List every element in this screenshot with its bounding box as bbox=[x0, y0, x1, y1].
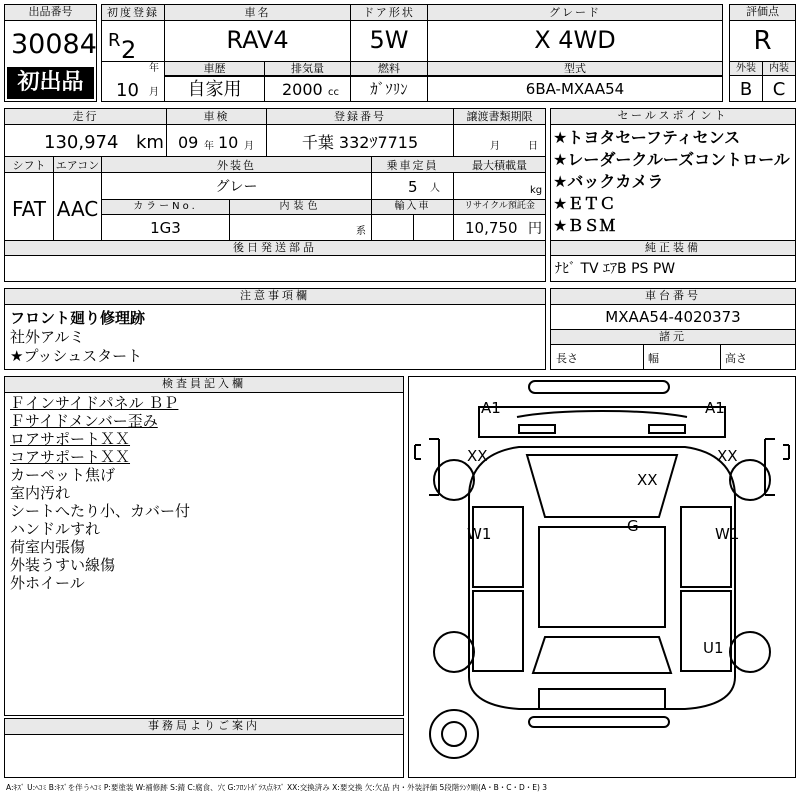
mark-a1-right: A1 bbox=[705, 399, 725, 417]
bracket-right bbox=[783, 445, 789, 459]
mark-g: G bbox=[627, 517, 639, 535]
score-label: 評価点 bbox=[730, 5, 795, 21]
interior-label: 内装 bbox=[763, 62, 795, 76]
color-no: 1G3 bbox=[150, 219, 181, 237]
plate-label: 登録番号 bbox=[334, 110, 386, 123]
inspector-line: 外ホイール bbox=[10, 574, 85, 592]
int-color-label: 内装色 bbox=[230, 200, 371, 214]
sales-point-item: ★ＥＴＣ bbox=[553, 194, 616, 213]
import-label: 輸入車 bbox=[372, 200, 453, 214]
recycle-unit: 円 bbox=[528, 221, 542, 237]
inspector-line: 外装うすい線傷 bbox=[10, 556, 116, 574]
grade-label: グレード bbox=[549, 6, 601, 19]
lot-number-box bbox=[4, 4, 97, 102]
car-diagram bbox=[408, 376, 796, 778]
sales-point-item: ★ＢＳＭ bbox=[553, 216, 616, 235]
inspection-label: 車検 bbox=[203, 110, 230, 123]
mark-xx-center: XX bbox=[637, 471, 658, 489]
front-right-door bbox=[681, 507, 731, 587]
inspector-line: シートへたり小、カバー付 bbox=[10, 502, 191, 520]
legend: A:ｷｽﾞ U:ﾍｺﾐ B:ｷｽﾞを伴うﾍｺﾐ P:要塗装 W:補修跡 S:錆 C:腐食、穴 G:ﾌﾛﾝﾄｶﾞﾗｽ点ｷｽﾞ XX:交換済み X:要交換 欠:欠品 内・外装評価 5段階ﾗﾝｸ順(A・B・C・D・E) 3 bbox=[6, 783, 548, 792]
exterior-grade: B bbox=[739, 79, 753, 100]
color-no-label: カラーNo. bbox=[102, 200, 229, 214]
inspector-line: Ｆインサイドパネル ＢＰ bbox=[10, 394, 179, 412]
mark-a1-left: A1 bbox=[481, 399, 501, 417]
inspector-line: ハンドルすれ bbox=[10, 520, 101, 538]
exterior-label: 外装 bbox=[730, 62, 762, 76]
sales-point-item: ★レーダークルーズコントロール bbox=[553, 150, 790, 169]
inspector-line: 荷室内張傷 bbox=[10, 538, 86, 556]
fuel-label: 燃料 bbox=[351, 62, 427, 76]
recycle-label: リサイクル預託金 bbox=[454, 200, 545, 214]
first-reg-label: 初度登録 bbox=[107, 6, 159, 19]
mark-w1-right: W1 bbox=[715, 525, 740, 543]
door-type: 5W bbox=[369, 26, 409, 54]
history: 自家用 bbox=[187, 79, 242, 100]
mark-xx-left: XX bbox=[467, 447, 488, 465]
car-name-label: 車名 bbox=[244, 6, 271, 19]
transfer-month-unit: 月 bbox=[490, 141, 500, 152]
rear-bumper bbox=[529, 717, 669, 727]
headlight-right bbox=[649, 425, 685, 433]
inspection-year: 09 bbox=[178, 133, 199, 152]
equipment-label: 純正装備 bbox=[551, 241, 795, 256]
equipment: ﾅﾋﾞ TV ｴｱB PS PW bbox=[555, 261, 676, 277]
sales-point-item: ★トヨタセーフティセンス bbox=[553, 128, 741, 147]
capacity-unit: 人 bbox=[430, 183, 440, 194]
bracket-left bbox=[415, 445, 421, 459]
inspector-line: ロアサポートＸＸ bbox=[10, 430, 131, 448]
ac: AAC bbox=[56, 197, 99, 221]
year-unit: 年 bbox=[149, 63, 159, 74]
max-load-label: 最大積載量 bbox=[472, 159, 527, 172]
month-unit: 月 bbox=[149, 87, 159, 98]
mileage-unit: km bbox=[136, 132, 164, 153]
model-label: 型式 bbox=[428, 62, 722, 76]
mileage: 130,974 bbox=[44, 132, 119, 153]
first-reg-month: 10 bbox=[116, 80, 139, 101]
int-color-unit: 系 bbox=[356, 226, 366, 237]
fuel: ｶﾞｿﾘﾝ bbox=[370, 80, 408, 98]
ac-label: エアコン bbox=[55, 159, 100, 172]
mark-xx-right: XX bbox=[717, 447, 738, 465]
displacement-label: 排気量 bbox=[265, 62, 350, 76]
max-load-unit: kg bbox=[530, 185, 543, 196]
body-outline bbox=[469, 447, 735, 709]
shift: FAT bbox=[11, 197, 46, 221]
chassis-label: 車台番号 bbox=[551, 289, 795, 305]
hood-line bbox=[517, 411, 687, 417]
roof bbox=[539, 527, 665, 627]
inspection-year-unit: 年 bbox=[204, 141, 214, 152]
car-name: RAV4 bbox=[226, 26, 289, 54]
ext-color-label: 外装色 bbox=[217, 159, 256, 172]
inspector-line: カーペット焦げ bbox=[10, 466, 116, 484]
note-line: フロント廻り修理跡 bbox=[10, 309, 146, 327]
era: R bbox=[108, 30, 121, 51]
inspector-label: 検査員記入欄 bbox=[5, 377, 403, 393]
height-label: 高さ bbox=[725, 352, 747, 365]
ext-color: グレー bbox=[215, 179, 258, 195]
score: R bbox=[753, 26, 772, 56]
front-left-fender bbox=[429, 439, 439, 495]
rear-glass bbox=[533, 637, 671, 673]
model: 6BA-MXAA54 bbox=[525, 80, 625, 98]
width-label: 幅 bbox=[648, 352, 659, 365]
interior-grade: C bbox=[772, 79, 786, 100]
inspector-line: 室内汚れ bbox=[10, 484, 71, 502]
transfer-label: 譲渡書類期限 bbox=[466, 110, 533, 123]
inspector-line: Ｆサイドメンバー歪み bbox=[10, 412, 158, 430]
note-line: 社外アルミ bbox=[10, 328, 85, 346]
spare-wheel bbox=[430, 710, 478, 758]
office-label: 事務局よりご案内 bbox=[5, 719, 403, 735]
front-right-fender bbox=[765, 439, 775, 495]
inspection-month-unit: 月 bbox=[244, 141, 254, 152]
spare-wheel-hub bbox=[442, 722, 466, 746]
transfer-day-unit: 日 bbox=[528, 141, 538, 152]
lot-number-label: 出品番号 bbox=[5, 5, 96, 21]
displacement: 2000 bbox=[282, 80, 323, 99]
notes-label: 注意事項欄 bbox=[5, 289, 545, 305]
sales-point-item: ★バックカメラ bbox=[553, 172, 664, 191]
rear-left-door bbox=[473, 591, 523, 671]
mark-w1-left: W1 bbox=[467, 525, 492, 543]
front-bumper bbox=[529, 381, 669, 393]
capacity: 5 bbox=[408, 178, 418, 196]
displacement-unit: cc bbox=[328, 87, 339, 98]
sales-points-label: セールスポイント bbox=[551, 109, 795, 125]
length-label: 長さ bbox=[556, 352, 578, 365]
inspector-line: コアサポートＸＸ bbox=[10, 448, 131, 466]
mileage-label: 走行 bbox=[72, 110, 99, 123]
recycle-amount: 10,750 bbox=[465, 219, 518, 237]
grade: X 4WD bbox=[534, 26, 616, 54]
chassis-number: MXAA54-4020373 bbox=[605, 308, 741, 326]
shift-label: シフト bbox=[12, 159, 46, 172]
rear-gate bbox=[539, 689, 665, 709]
capacity-label: 乗車定員 bbox=[386, 159, 439, 172]
note-line: ★プッシュスタート bbox=[10, 347, 143, 365]
first-listing-badge: 初出品 bbox=[7, 67, 94, 99]
dims-label: 諸元 bbox=[551, 330, 795, 345]
rear-right-door bbox=[681, 591, 731, 671]
door-label: ドア形状 bbox=[363, 6, 415, 19]
mark-u1: U1 bbox=[703, 639, 724, 657]
lot-number: 30084 bbox=[11, 29, 97, 60]
front-left-door bbox=[473, 507, 523, 587]
history-label: 車歴 bbox=[165, 62, 264, 76]
inspection-month: 10 bbox=[218, 133, 239, 152]
first-reg-year: 2 bbox=[121, 36, 137, 64]
headlight-left bbox=[519, 425, 555, 433]
plate-number: 千葉 332ﾂ7715 bbox=[301, 133, 419, 152]
later-parts-label: 後日発送部品 bbox=[5, 241, 545, 256]
